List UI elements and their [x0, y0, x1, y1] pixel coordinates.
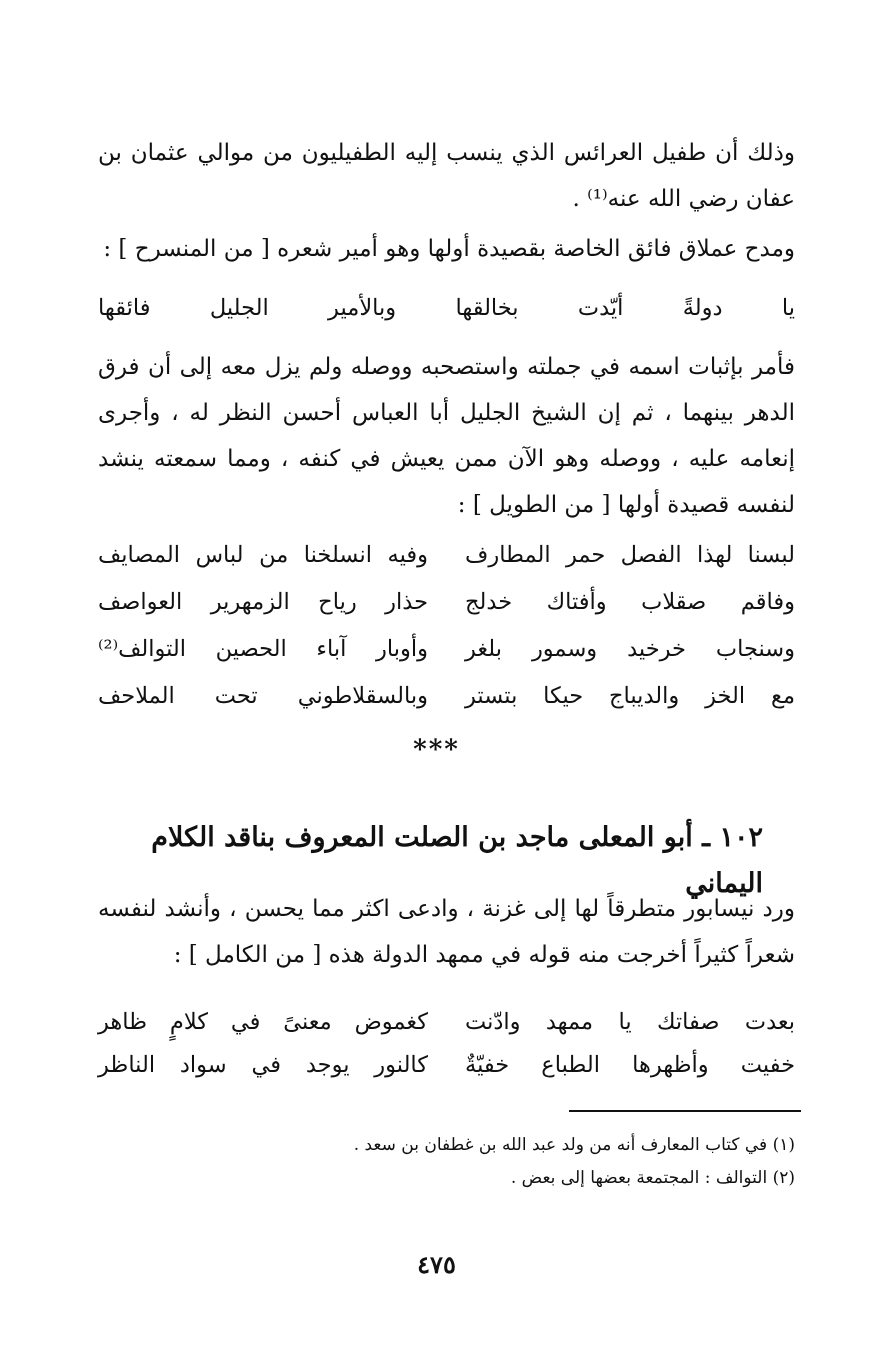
footnote: (٢) التوالف : المجتمعة بعضها إلى بعض . — [510, 1168, 795, 1188]
biography-paragraph: فأمر بإثبات اسمه في جملته واستصحبه ووصله ولم يزل معه إلى أن فرق الدهر بينهما ، ثم إن الشيخ الجليل أبا العباس أحسن النظر له ، وأجرى إنعامه عليه ، ووصله وهو الآن ممن يعيش في كنفه ، ومما سمعته ينشد لنفسه قصيدة أولها [ من الطويل ] : — [98, 354, 795, 518]
intro-paragraph: وذلك أن طفيل العرائس الذي ينسب إليه الطفيليون من موالي عثمان بن عفان رضي الله عنه⁽¹⁾ . — [98, 140, 795, 212]
verse-second-hemistich: كالنور يوجد في سواد الناظر — [98, 1052, 428, 1078]
verse-first-hemistich: لبسنا لهذا الفصل حمر المطارف — [465, 542, 795, 568]
verse-first-hemistich: وفاقم صقلاب وأفتاك خدلج — [465, 589, 795, 615]
verse-line — [98, 678, 795, 714]
single-verse: يا دولةً أيّدت بخالقها وبالأمير الجليل فائقها — [98, 295, 795, 321]
verse-second-hemistich: حذار رياح الزمهرير العواصف — [98, 589, 428, 615]
verse-second-hemistich: وفيه انسلخنا من لباس المصايف — [98, 542, 428, 568]
page-number: ٤٧٥ — [417, 1250, 456, 1279]
praise-paragraph: ومدح عملاق فائق الخاصة بقصيدة أولها وهو أمير شعره [ من المنسرح ] : — [103, 236, 795, 262]
verse-line — [98, 631, 795, 667]
verse-second-hemistich: وأوبار آباء الحصين التوالف⁽²⁾ — [98, 636, 428, 662]
section-separator: *** — [413, 735, 460, 765]
verse-first-hemistich: خفيت وأظهرها الطباع خفيّةٌ — [465, 1052, 795, 1078]
verse-second-hemistich: وبالسقلاطوني تحت الملاحف — [98, 683, 428, 709]
verse-line — [98, 1047, 795, 1083]
verse-first-hemistich: بعدت صفاتك يا ممهد وادّنت — [465, 1009, 795, 1035]
verse-first-hemistich: وسنجاب خرخيد وسمور بلغر — [465, 636, 795, 662]
footnote-rule — [569, 1110, 801, 1112]
footnote: (١) في كتاب المعارف أنه من ولد عبد الله بن غطفان بن سعد . — [353, 1135, 795, 1155]
entry-paragraph: ورد نيسابور متطرقاً لها إلى غزنة ، وادعى اكثر مما يحسن ، وأنشد لنفسه شعراً كثيراً أخرجت منه قوله في ممهد الدولة هذه [ من الكامل ] : — [98, 896, 795, 968]
verse-line — [98, 584, 795, 620]
entry-heading: ١٠٢ ـ أبو المعلى ماجد بن الصلت المعروف بناقد الكلام اليماني — [151, 822, 763, 899]
verse-first-hemistich: مع الخز والديباج حيكا بتستر — [465, 683, 795, 709]
verse-line — [98, 1004, 795, 1040]
verse-line — [98, 537, 795, 573]
verse-second-hemistich: كغموض معنىً في كلامٍ ظاهر — [98, 1009, 428, 1035]
